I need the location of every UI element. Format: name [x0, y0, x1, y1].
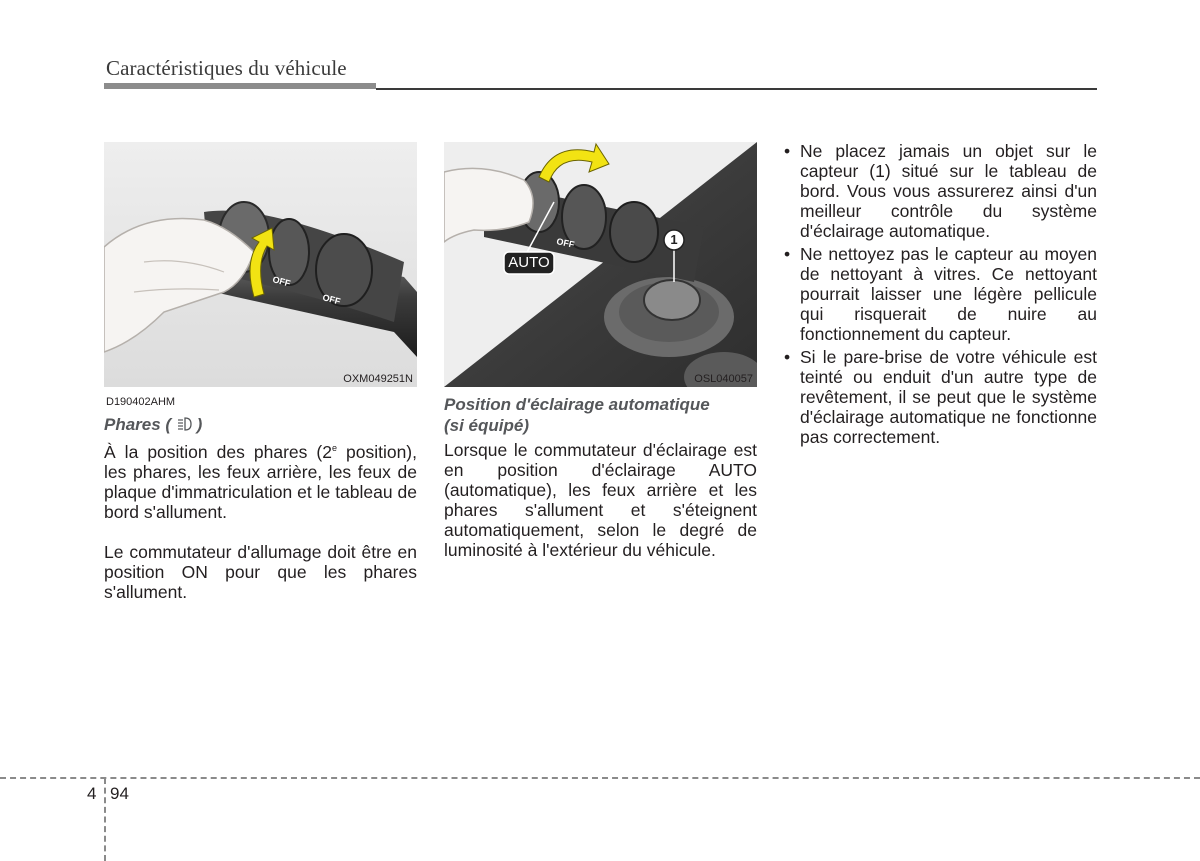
- auto-light-illustration: [444, 142, 757, 387]
- svg-text:OFF: OFF: [321, 292, 342, 307]
- sensor-callout-number: 1: [670, 232, 678, 247]
- footer-vertical-divider: [104, 778, 106, 861]
- auto-light-figure: [444, 142, 757, 387]
- subheading-auto-light: Position d'éclairage automatique (si équipé): [444, 395, 710, 435]
- page-number: 94: [110, 784, 129, 803]
- chapter-number: 4: [87, 784, 97, 803]
- auto-callout-label: AUTO: [508, 254, 550, 271]
- footer-divider: [0, 777, 1200, 779]
- svg-text:OFF: OFF: [271, 274, 292, 289]
- headlamp-icon: [176, 416, 192, 432]
- list-item: • Ne placez jamais un objet sur le capteur (1) situé sur le tableau de bord. Vous vous assurerez ainsi d'un meilleur contrôle du système d'éclairage automatique.: [784, 141, 1097, 241]
- subheading-phares: Phares ( ): [104, 415, 203, 434]
- column-2: [444, 394, 757, 560]
- sensor-warnings-list: [784, 141, 1097, 447]
- headlamp-switch-figure: [104, 142, 417, 387]
- header-rule-thick: [104, 83, 376, 89]
- column-3: [784, 141, 1097, 450]
- document-code: D190402AHM: [106, 396, 176, 408]
- header-rule-thin: [376, 88, 1097, 90]
- phares-paragraph: À la position des phares (2e position), les phares, les feux arrière, les feux de plaque d'immatriculation et le tableau de bord s'allument.: [104, 441, 417, 522]
- svg-text:OFF: OFF: [555, 236, 576, 250]
- list-item: • Si le pare-brise de votre véhicule est teinté ou enduit d'un autre type de revêtement, il se peut que le système d'éclairage automatique ne fonctionne pas correctement.: [784, 347, 1097, 447]
- auto-light-paragraph: Lorsque le commutateur d'éclairage est en position d'éclairage AUTO (automatique), les feux arrière et les phares s'allument et s'éteignent automatiquement, selon le degré de luminosité à l'extérieur du véhicule.: [444, 440, 757, 560]
- column-1: [104, 414, 417, 602]
- figure-code: OXM049251N: [343, 373, 413, 385]
- list-item: • Ne nettoyez pas le capteur au moyen de nettoyant à vitres. Ce nettoyant pourrait laisser une légère pellicule qui risquerait de nuire au fonctionnement du capteur.: [784, 244, 1097, 344]
- ignition-paragraph: Le commutateur d'allumage doit être en position ON pour que les phares s'allument.: [104, 541, 417, 602]
- section-title: Caractéristiques du véhicule: [106, 56, 347, 80]
- figure-code: OSL040057: [694, 373, 753, 385]
- headlamp-switch-illustration: [104, 142, 417, 387]
